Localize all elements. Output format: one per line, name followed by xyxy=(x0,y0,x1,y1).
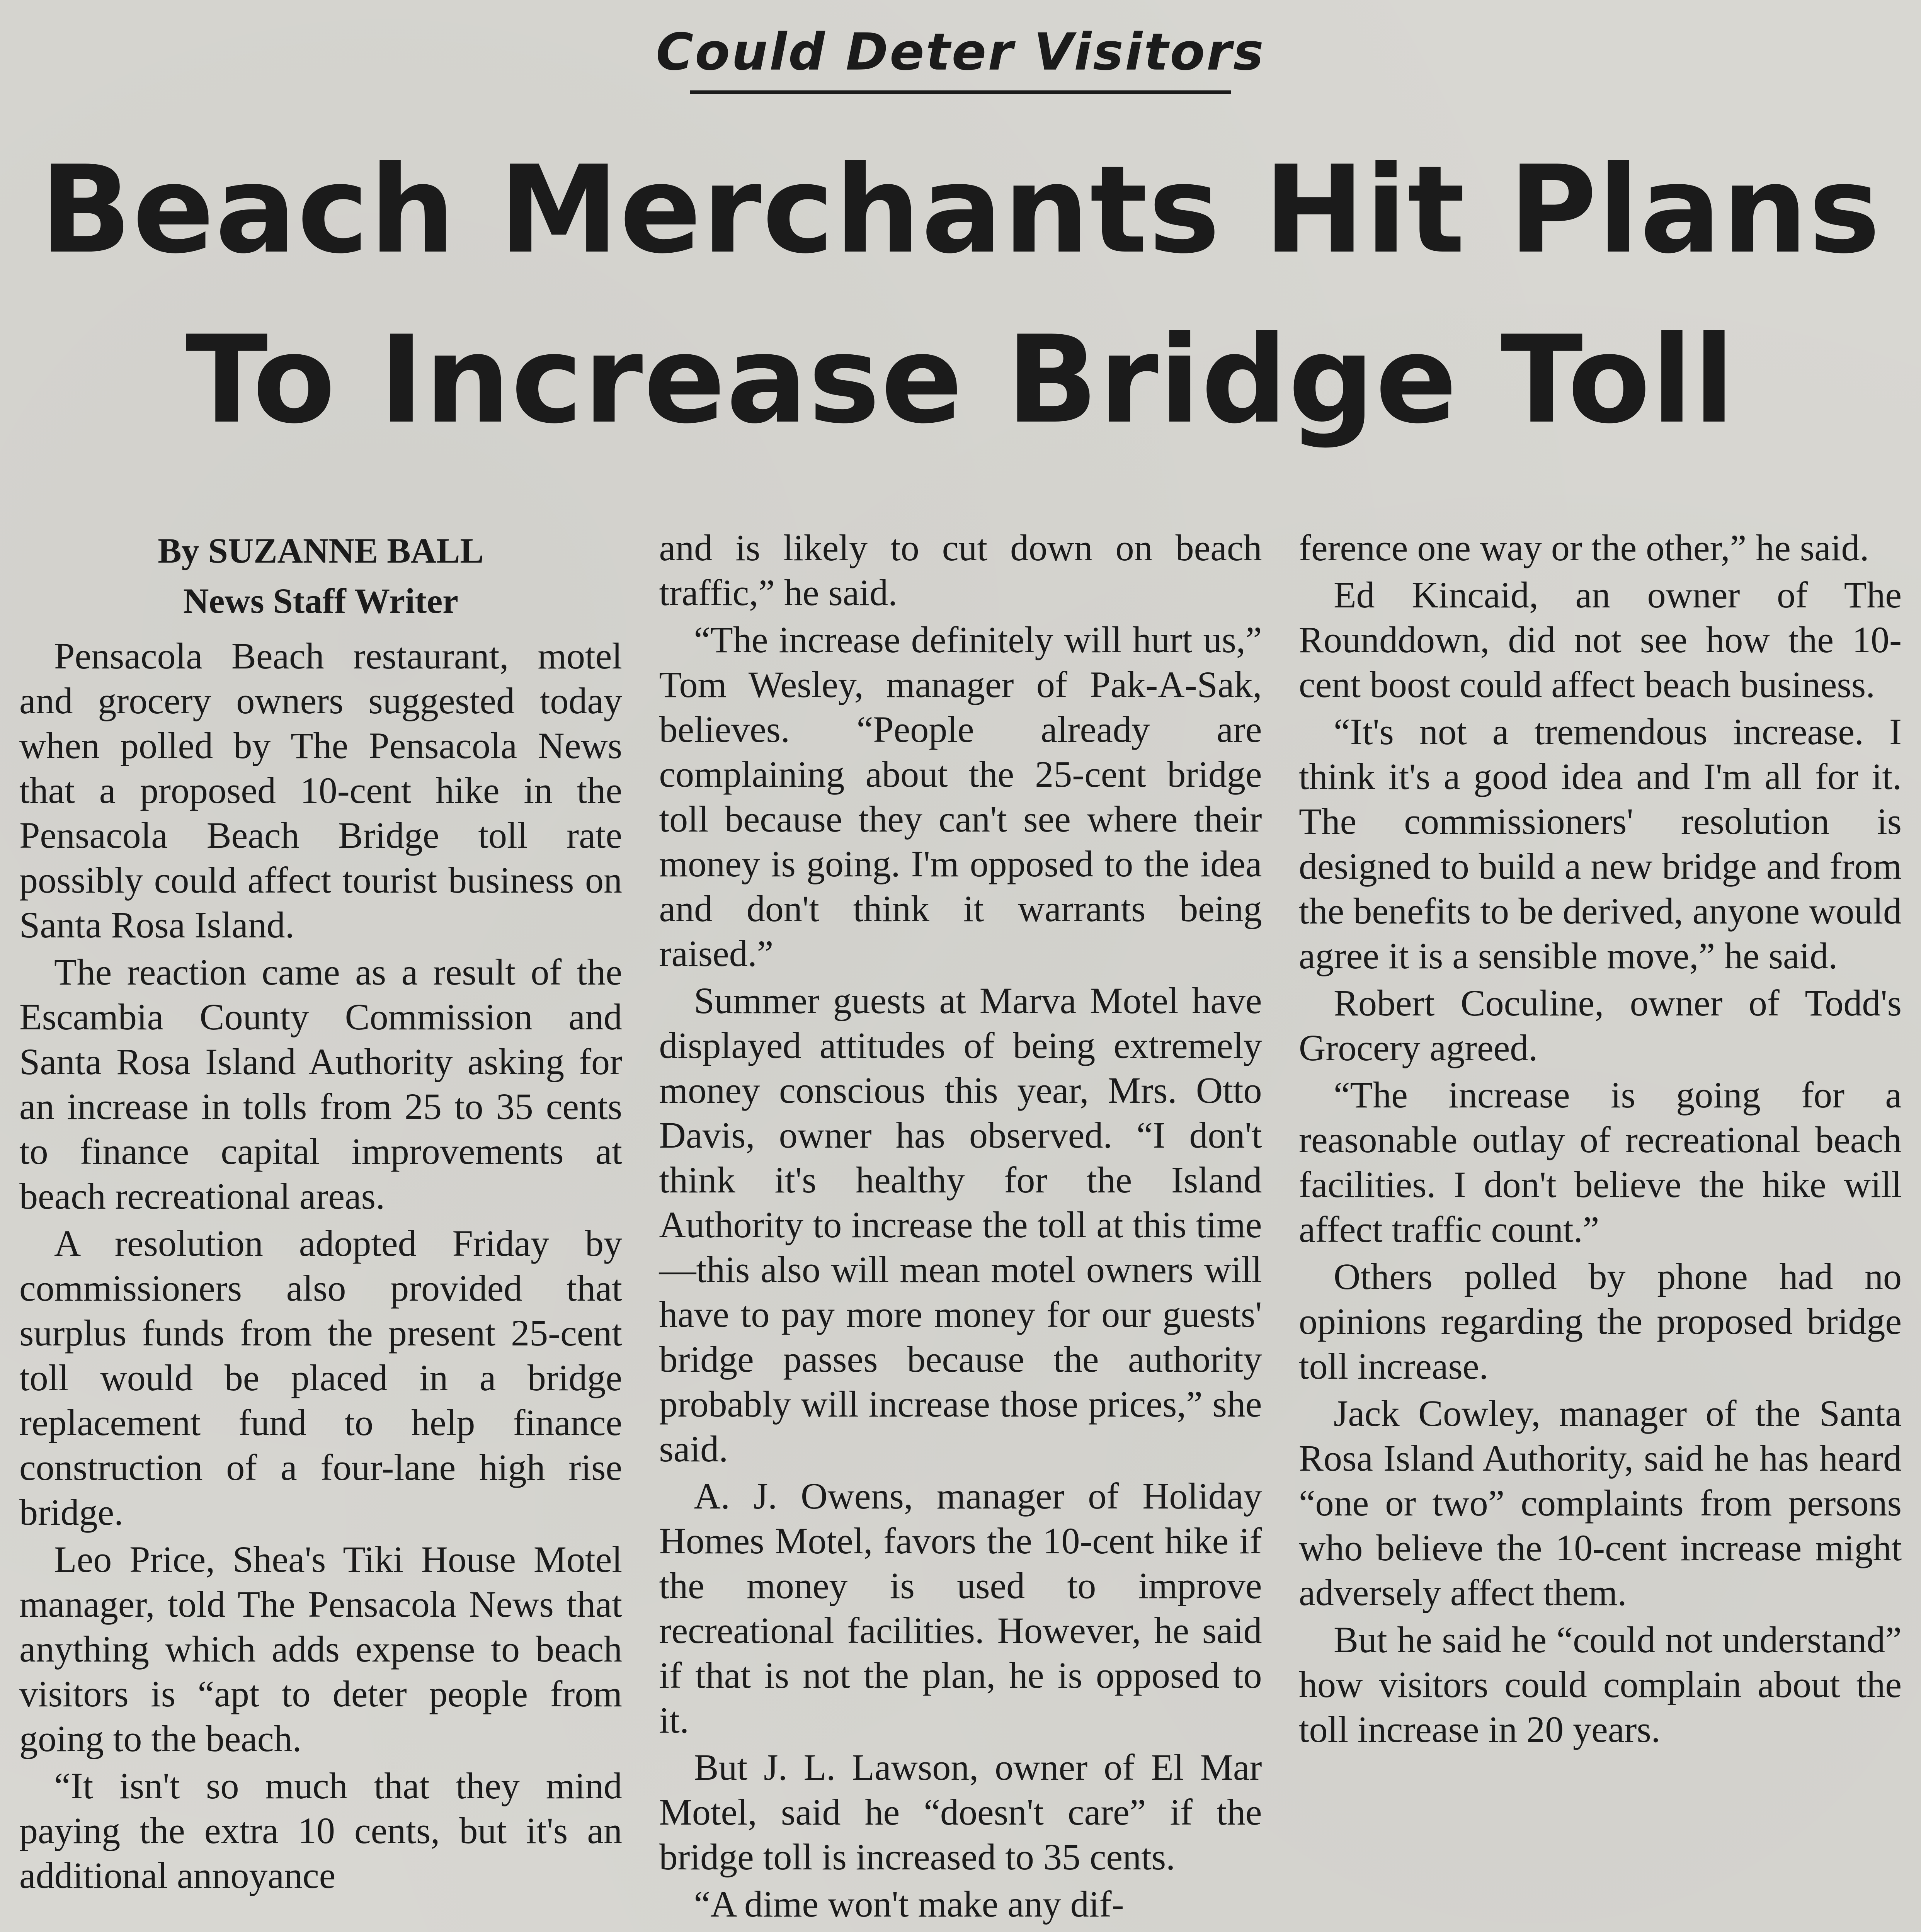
paragraph: Pensacola Beach restaurant, motel and grocery owners suggested today when polled by The Pensacola News that a proposed 10-cent hike in the Pensacola Beach Bridge toll rate possibly could affect tourist business on Santa Rosa Island. xyxy=(19,635,622,946)
paragraph: A. J. Owens, manager of Holiday Homes Motel, favors the 10-cent hike if the money is used to improve recreational facilities. However, he said if that is not the plan, he is opposed to it. xyxy=(659,1475,1262,1741)
paragraph: “The increase definitely will hurt us,” Tom Wesley, manager of Pak-A-Sak, believes. “People already are complaining about the 25-cent bridge toll because they can't see where their money is going. I'm opposed to the idea and don't think it warrants being raised.” xyxy=(659,619,1262,974)
paragraph-continued: ference one way or the other,” he said. xyxy=(1299,527,1869,568)
paragraph: Ed Kincaid, an owner of The Rounddown, did not see how the 10-cent boost could affect beach business. xyxy=(1299,574,1902,705)
byline-title: News Staff Writer xyxy=(183,581,458,621)
headline-line-1: Beach Merchants Hit Plans xyxy=(40,139,1881,280)
kicker-headline: Could Deter Visitors xyxy=(656,22,1265,82)
column-2 xyxy=(659,526,1262,1929)
paragraph: The reaction came as a result of the Escambia County Commission and Santa Rosa Island Authority asking for an increase in tolls from 25 to 35 cents to finance capital improvements at beach recreational areas. xyxy=(19,951,622,1217)
paragraph: But J. L. Lawson, owner of El Mar Motel, said he “doesn't care” if the bridge toll is increased to 35 cents. xyxy=(659,1747,1262,1878)
headline xyxy=(19,125,1902,465)
paragraph: A resolution adopted Friday by commissioners also provided that surplus funds from the present 25-cent toll would be placed in a bridge replacement fund to help finance construction of a four-lane high rise bridge. xyxy=(19,1223,622,1533)
paragraph: “It's not a tremendous increase. I think it's a good idea and I'm all for it. The commissioners' resolution is designed to build a new bridge and from the benefits to be derived, anyone would agree it is a sensible move,” he said. xyxy=(1299,711,1902,976)
headline-line-2: To Increase Bridge Toll xyxy=(185,310,1736,450)
paragraph: Robert Coculine, owner of Todd's Grocery agreed. xyxy=(1299,982,1902,1068)
column-1 xyxy=(19,526,622,1929)
column-3 xyxy=(1299,526,1902,1929)
byline-name: By SUZANNE BALL xyxy=(158,531,484,570)
paragraph: “A dime won't make any dif- xyxy=(694,1883,1124,1925)
paragraph: Others polled by phone had no opinions regarding the proposed bridge toll increase. xyxy=(1299,1256,1902,1387)
kicker-underline xyxy=(690,90,1231,94)
paragraph-continued: and is likely to cut down on beach traffic,” he said. xyxy=(659,527,1262,613)
paragraph: Jack Cowley, manager of the Santa Rosa Island Authority, said he has heard “one or two” complaints from persons who believe the 10-cent increase might adversely affect them. xyxy=(1299,1393,1902,1613)
article-body xyxy=(19,526,1902,1929)
paragraph: “The increase is going for a reasonable outlay of recreational beach facilities. I don't believe the hike will affect traffic count.” xyxy=(1299,1074,1902,1250)
paragraph: Leo Price, Shea's Tiki House Motel manager, told The Pensacola News that anything which adds expense to beach visitors is “apt to deter people from going to the beach. xyxy=(19,1539,622,1759)
paragraph: But he said he “could not understand” how visitors could complain about the toll increase in 20 years. xyxy=(1299,1619,1902,1750)
paragraph: Summer guests at Marva Motel have displayed attitudes of being extremely money conscious this year, Mrs. Otto Davis, owner has observed. “I don't think it's healthy for the Island Authority to increase the toll at this time—this also will mean motel owners will have to pay more money for our guests' bridge passes because the authority probably will increase those prices,” she said. xyxy=(659,980,1262,1469)
paragraph: “It isn't so much that they mind paying the extra 10 cents, but it's an additional annoyance xyxy=(19,1765,622,1896)
